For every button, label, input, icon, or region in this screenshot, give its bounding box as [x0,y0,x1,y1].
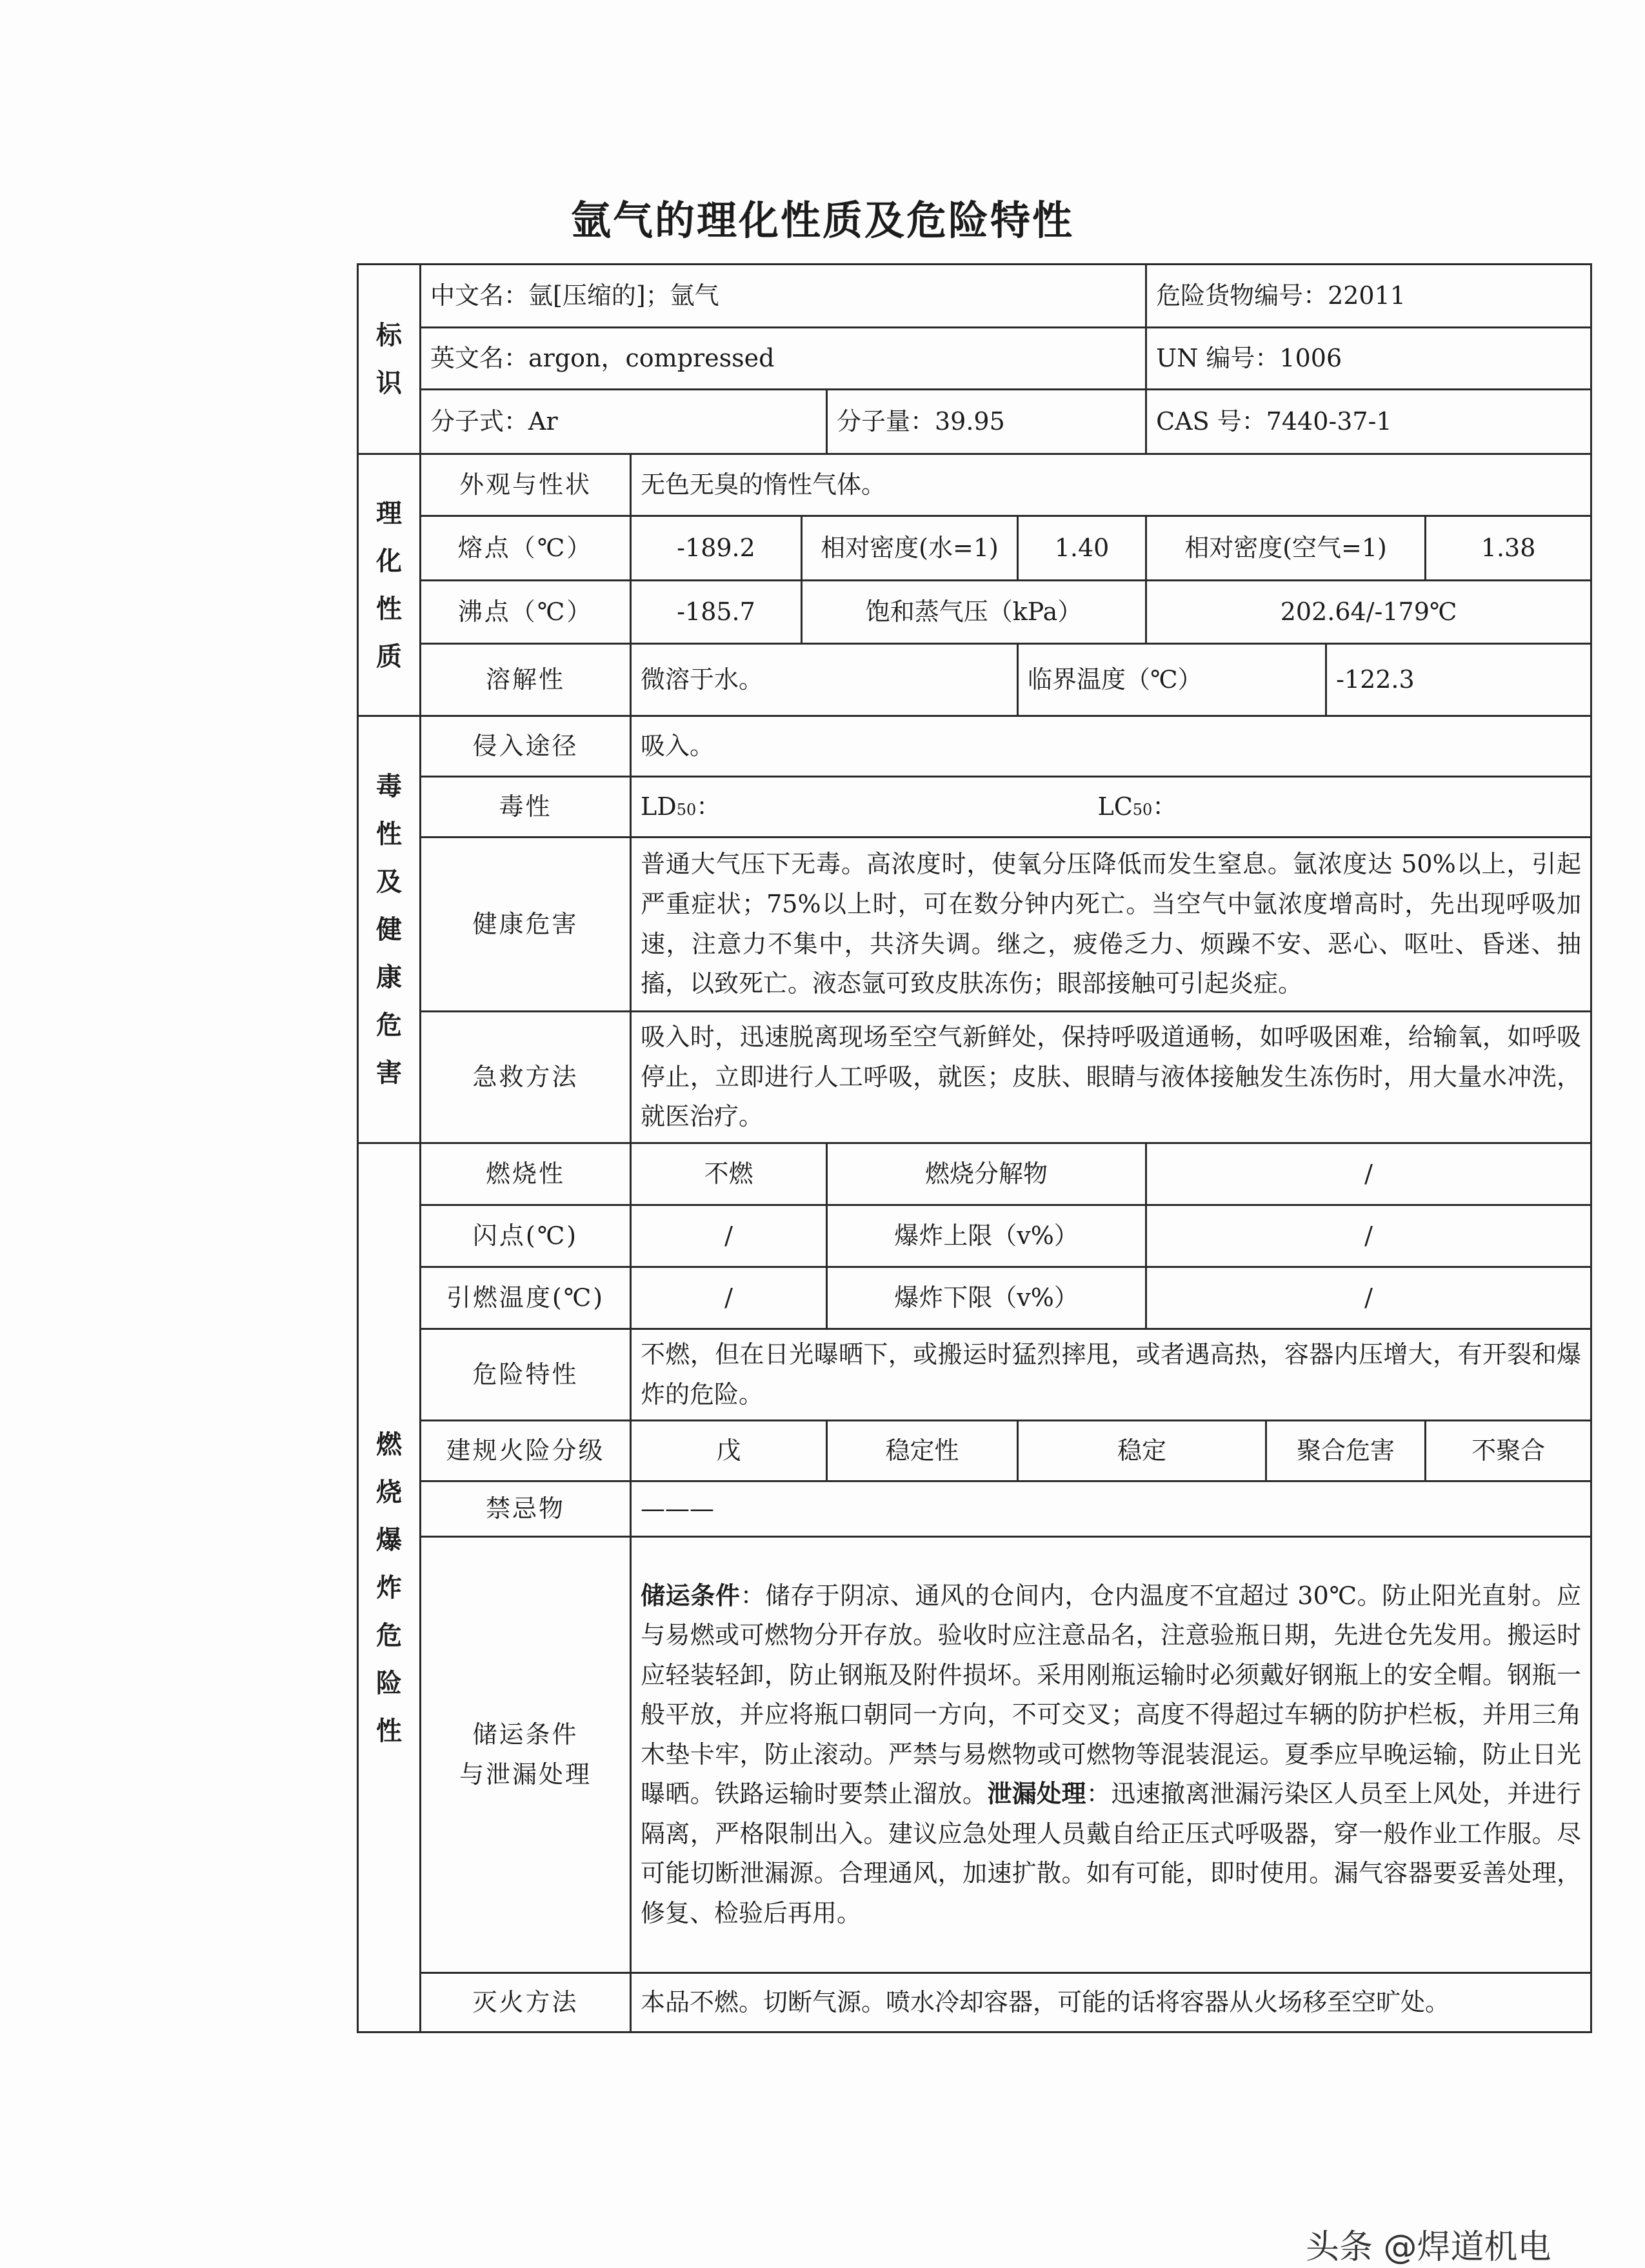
boiling-label: 沸点（℃） [421,581,631,644]
storage-label: 储运条件 与泄漏处理 [421,1537,631,1973]
hazard-value: 不燃，但在日光曝晒下，或搬运时猛烈摔甩，或者遇高热，容器内压增大，有开裂和爆炸的危险。 [631,1329,1591,1421]
msds-table [357,263,1592,2033]
fire-class-label: 建规火险分级 [421,1421,631,1481]
row-fire-class [358,1421,1591,1481]
row-melting [358,516,1591,581]
row-storage [358,1537,1591,1973]
row-health [358,838,1591,1012]
firstaid-label: 急救方法 [421,1012,631,1143]
lower-limit-value: / [1146,1267,1591,1329]
extinguish-label: 灭火方法 [421,1973,631,2032]
incompatible-value: ——— [631,1481,1591,1537]
section-fire: 燃 烧 爆 炸 危 险 性 [358,1143,421,2032]
row-solubility [358,644,1591,716]
row-flash [358,1205,1591,1267]
page-title: 氩气的理化性质及危险特性 [570,197,1074,244]
toxicity-label: 毒性 [421,777,631,838]
row-incompatible [358,1481,1591,1537]
section-toxicity: 毒 性 及 健 康 危 害 [358,716,421,1143]
row-boiling [358,581,1591,644]
vapor-pressure-value: 202.64/-179℃ [1146,581,1591,644]
vapor-pressure-label: 饱和蒸气压（kPa） [802,581,1146,644]
decomposition-label: 燃烧分解物 [827,1143,1146,1205]
molecular-weight: 分子量：39.95 [827,390,1146,454]
section-physchem: 理 化 性 质 [358,454,421,716]
density-water-value: 1.40 [1018,516,1146,581]
decomposition-value: / [1146,1143,1591,1205]
ld50-label: LD50： [641,792,721,821]
lower-limit-label: 爆炸下限（v%） [827,1267,1146,1329]
stability-label: 稳定性 [827,1421,1018,1481]
health-label: 健康危害 [421,838,631,1012]
boiling-value: -185.7 [631,581,802,644]
appearance-label: 外观与性状 [421,454,631,516]
density-water-label: 相对密度(水=1) [802,516,1018,581]
en-name: 英文名：argon，compressed [421,328,1146,390]
un-number: UN 编号：1006 [1146,328,1591,390]
health-value: 普通大气压下无毒。高浓度时，使氧分压降低而发生窒息。氩浓度达 50%以上，引起严重症状；75%以上时，可在数分钟内死亡。当空气中氩浓度增高时，先出现呼吸加速，注意力不集中，共济失调。继之，疲倦乏力、烦躁不安、恶心、呕吐、昏迷、抽搐，以致死亡。液态氩可致皮肤冻伤；眼部接触可引起炎症。 [631,838,1591,1012]
fire-class-value: 戊 [631,1421,827,1481]
solubility-value: 微溶于水。 [631,644,1018,716]
lc50-label: LC50： [1097,792,1177,821]
melting-label: 熔点（℃） [421,516,631,581]
firstaid-value: 吸入时，迅速脱离现场至空气新鲜处，保持呼吸道通畅，如呼吸困难，给输氧，如呼吸停止，立即进行人工呼吸，就医；皮肤、眼睛与液体接触发生冻伤时，用大量水冲洗，就医治疗。 [631,1012,1591,1143]
cas-number: CAS 号：7440-37-1 [1146,390,1591,454]
section-identification: 标 识 [358,265,421,454]
row-flammability [358,1143,1591,1205]
row-formula [358,390,1591,454]
flash-label: 闪点(℃) [421,1205,631,1267]
density-air-value: 1.38 [1426,516,1591,581]
row-appearance [358,454,1591,516]
row-route [358,716,1591,777]
formula: 分子式：Ar [421,390,827,454]
row-toxicity [358,777,1591,838]
solubility-label: 溶解性 [421,644,631,716]
flammability-label: 燃烧性 [421,1143,631,1205]
melting-value: -189.2 [631,516,802,581]
incompatible-label: 禁忌物 [421,1481,631,1537]
polymerization-label: 聚合危害 [1266,1421,1426,1481]
flash-value: / [631,1205,827,1267]
cn-name: 中文名：氩[压缩的]；氩气 [421,265,1146,328]
polymerization-value: 不聚合 [1426,1421,1591,1481]
upper-limit-value: / [1146,1205,1591,1267]
row-ignition [358,1267,1591,1329]
critical-temp-label: 临界温度（℃） [1018,644,1326,716]
appearance-value: 无色无臭的惰性气体。 [631,454,1591,516]
watermark: 头条 @焊道机电 [1306,2228,1551,2267]
row-firstaid [358,1012,1591,1143]
leak-heading: 泄漏处理 [987,1780,1086,1809]
flammability-value: 不燃 [631,1143,827,1205]
row-hazard [358,1329,1591,1421]
row-en-name [358,328,1591,390]
ignition-label: 引燃温度(℃) [421,1267,631,1329]
extinguish-value: 本品不燃。切断气源。喷水冷却容器，可能的话将容器从火场移至空旷处。 [631,1973,1591,2032]
route-label: 侵入途径 [421,716,631,777]
stability-value: 稳定 [1018,1421,1266,1481]
dg-number: 危险货物编号：22011 [1146,265,1591,328]
hazard-label: 危险特性 [421,1329,631,1421]
storage-heading: 储运条件 [641,1581,741,1610]
storage-value: 储运条件：储存于阴凉、通风的仓间内，仓内温度不宜超过 30℃。防止阳光直射。应与易燃或可燃物分开存放。验收时应注意品名，注意验瓶日期，先进仓先发用。搬运时应轻装轻卸，防止钢瓶及附件损坏。采用刚瓶运输时必须戴好钢瓶上的安全帽。钢瓶一般平放，并应将瓶口朝同一方向，不可交叉；高度不得超过车辆的防护栏板，并用三角木垫卡牢，防止滚动。严禁与易燃物或可燃物等混装混运。夏季应早晚运输，防止日光曝晒。铁路运输时要禁止溜放。泄漏处理：迅速撤离泄漏污染区人员至上风处，并进行隔离，严格限制出入。建议应急处理人员戴自给正压式呼吸器，穿一般作业工作服。尽可能切断泄漏源。合理通风，加速扩散。如有可能，即时使用。漏气容器要妥善处理，修复、检验后再用。 [631,1537,1591,1973]
ignition-value: / [631,1267,827,1329]
critical-temp-value: -122.3 [1326,644,1591,716]
route-value: 吸入。 [631,716,1591,777]
row-extinguish [358,1973,1591,2032]
row-cn-name [358,265,1591,328]
density-air-label: 相对密度(空气=1) [1146,516,1426,581]
toxicity-value [631,777,1591,838]
upper-limit-label: 爆炸上限（v%） [827,1205,1146,1267]
